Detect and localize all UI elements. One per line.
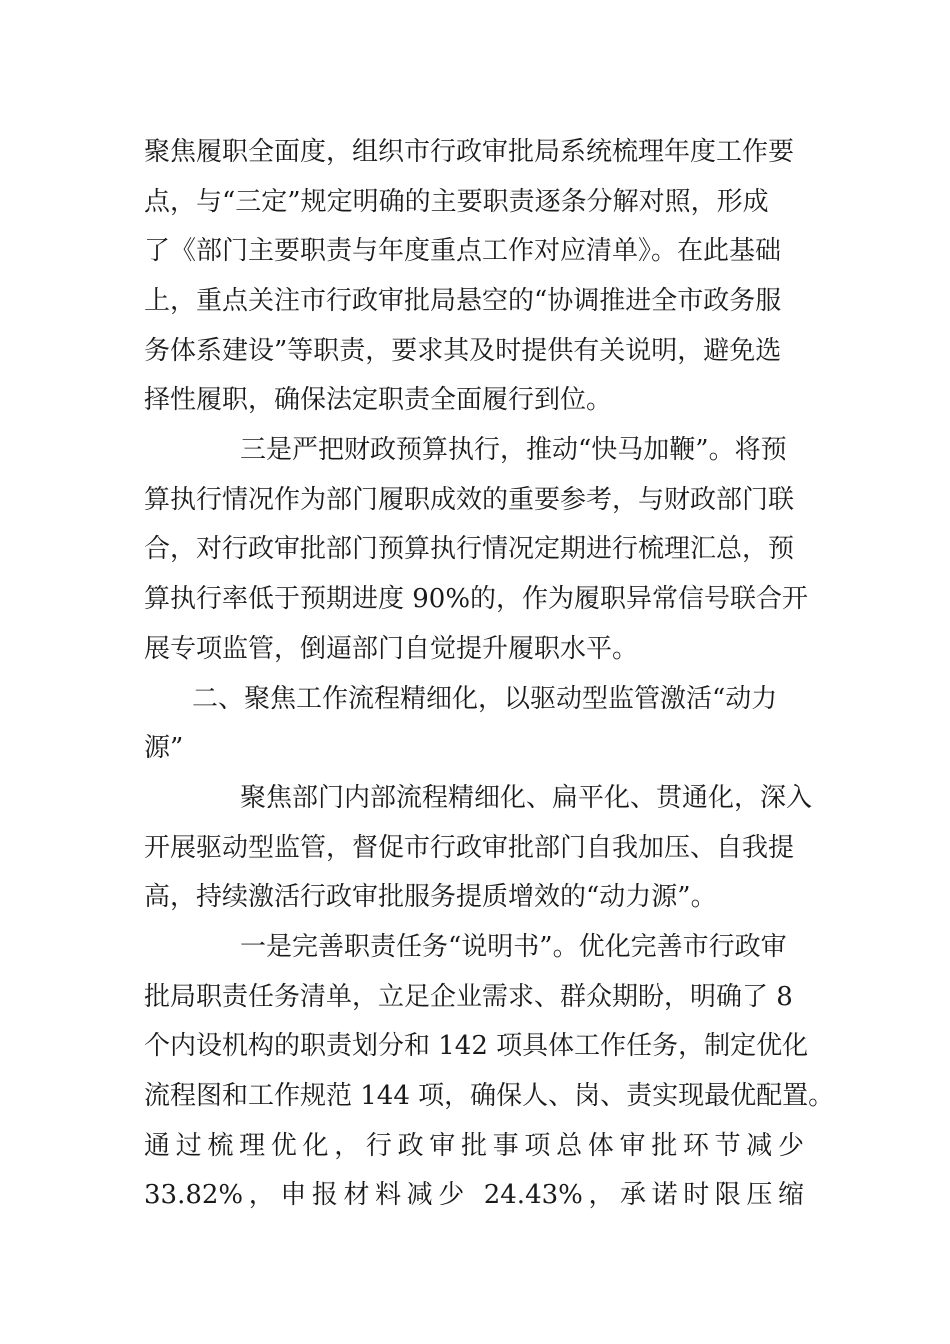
- body-text-line: 合，对行政审批部门预算执行情况定期进行梳理汇总，预: [144, 534, 795, 564]
- body-text-line: 个内设机构的职责划分和 142 项具体工作任务，制定优化: [144, 1031, 809, 1061]
- paragraph-heading-line: 一是完善职责任务“说明书”。优化完善市行政审: [240, 932, 787, 962]
- body-text-line: 批局职责任务清单，立足企业需求、群众期盼，明确了 8: [144, 982, 793, 1012]
- section-heading-line: 二、聚焦工作流程精细化，以驱动型监管激活“动力: [192, 684, 778, 714]
- body-text-line: 务体系建设”等职责，要求其及时提供有关说明，避免选: [144, 336, 782, 366]
- body-text-line: 流程图和工作规范 144 项，确保人、岗、责实现最优配置。: [144, 1081, 835, 1111]
- body-text-line: 通过梳理优化，行政审批事项总体审批环节减少: [144, 1131, 804, 1161]
- body-text-line: 择性履职，确保法定职责全面履行到位。: [144, 385, 613, 415]
- section-heading-line: 源”: [144, 733, 184, 763]
- body-text-line: 点，与“三定”规定明确的主要职责逐条分解对照，形成: [144, 187, 769, 217]
- body-text-line: 算执行情况作为部门履职成效的重要参考，与财政部门联: [144, 485, 795, 515]
- body-text-line: 展专项监管，倒逼部门自觉提升履职水平。: [144, 634, 639, 664]
- body-text-line: 高，持续激活行政审批服务提质增效的“动力源”。: [144, 882, 717, 912]
- body-text-line: 聚焦履职全面度，组织市行政审批局系统梳理年度工作要: [144, 137, 795, 167]
- body-text-line: 聚焦部门内部流程精细化、扁平化、贯通化，深入: [240, 783, 813, 813]
- body-text-line: 开展驱动型监管，督促市行政审批部门自我加压、自我提: [144, 833, 795, 863]
- body-text-line: 算执行率低于预期进度 90%的，作为履职异常信号联合开: [144, 584, 809, 614]
- body-text-line: 上，重点关注市行政审批局悬空的“协调推进全市政务服: [144, 286, 782, 316]
- body-text-line: 了《部门主要职责与年度重点工作对应清单》。在此基础: [144, 236, 782, 266]
- body-text-line: 33.82%，申报材料减少 24.43%，承诺时限压缩: [144, 1180, 804, 1210]
- paragraph-heading-line: 三是严把财政预算执行，推动“快马加鞭”。将预: [240, 435, 787, 465]
